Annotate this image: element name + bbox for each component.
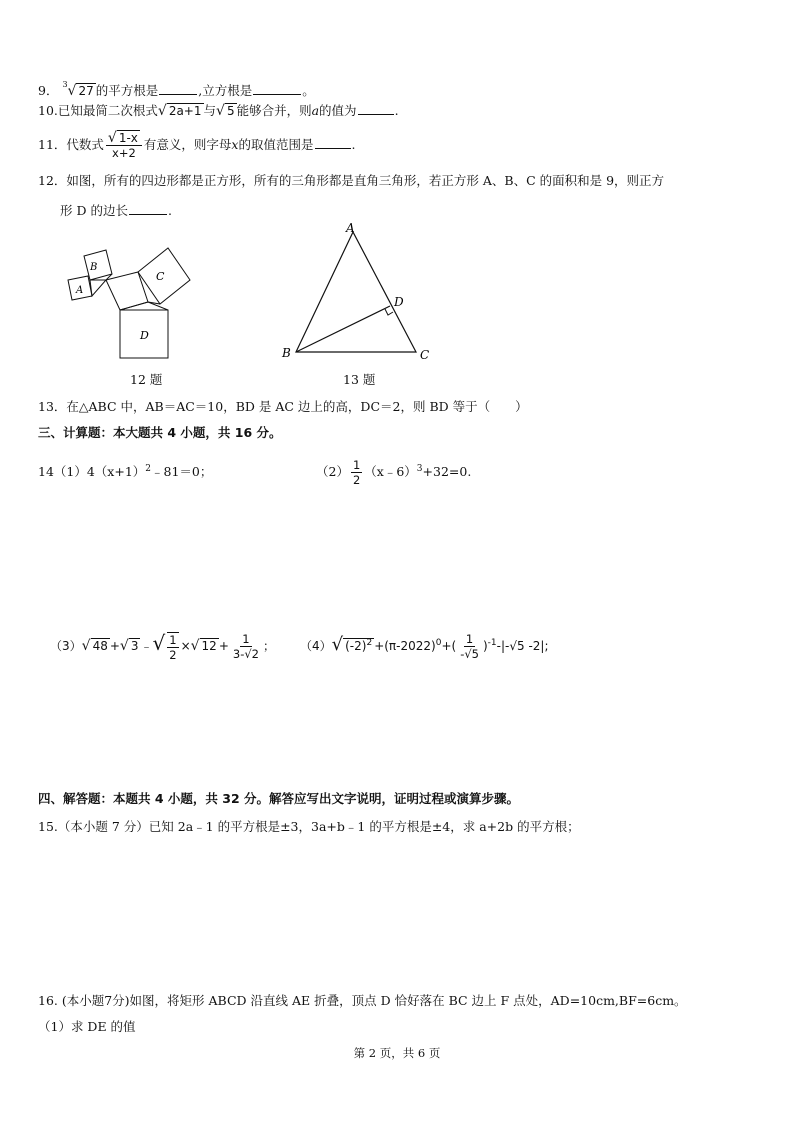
- label-c: C: [420, 348, 430, 362]
- answer-blank[interactable]: [253, 80, 301, 95]
- q14-p2-end: +32=0.: [422, 464, 472, 480]
- operator: +: [109, 639, 120, 653]
- section-3-title: 三、计算题：本大题共 4 小题，共 16 分。: [38, 425, 282, 440]
- operator: ×: [180, 639, 191, 653]
- question-16-line-2: （1）求 DE 的值: [38, 1019, 136, 1034]
- q12-end: .: [167, 203, 172, 218]
- answer-blank[interactable]: [129, 200, 167, 215]
- q9-radicand: 27: [78, 84, 94, 98]
- question-12-line-2: [60, 200, 172, 220]
- radical-sign: √: [81, 638, 91, 654]
- label-a: A: [76, 285, 84, 296]
- answer-blank[interactable]: [315, 134, 351, 149]
- radicand-base: (-2): [345, 639, 367, 653]
- radical-sign: √: [107, 130, 117, 146]
- question-10: [38, 100, 399, 120]
- q12-text: 形 D 的边长: [60, 203, 128, 218]
- denominator: 2: [352, 473, 361, 488]
- question-14-part-4: [300, 624, 549, 665]
- q14-p1-exponent: 2: [145, 464, 152, 474]
- denominator: 2: [169, 647, 177, 662]
- fraction: [231, 632, 261, 661]
- exponent: 0: [435, 638, 442, 648]
- q10-text-3: 能够合并，则: [236, 103, 312, 118]
- numerator: 1: [465, 632, 474, 646]
- q14-p2-fraction: [351, 458, 362, 487]
- triangle-abc: [296, 232, 416, 352]
- right-angle-mark: [385, 309, 393, 315]
- radical-sign: √: [331, 634, 344, 655]
- q14-p1-text: 14（1）4（x+1）: [38, 464, 146, 480]
- figure-13-caption: 13 题: [343, 372, 376, 387]
- q10-text-1: 10.已知最简二次根式: [38, 103, 158, 118]
- fraction: [167, 632, 178, 662]
- radical-sign: √: [119, 638, 129, 654]
- question-12-line-1: 12．如图，所有的四边形都是正方形，所有的三角形都是直角三角形，若正方形 A、B、C 的面积和是 9，则正方: [38, 173, 665, 188]
- q11-variable: x: [231, 137, 239, 152]
- q14-p3-end: ；: [263, 639, 276, 653]
- label-d: D: [140, 329, 149, 342]
- q14-p1-end: ﹣81＝0；: [151, 464, 213, 480]
- denominator: 3-√2: [232, 647, 260, 661]
- q10-variable: a: [311, 103, 320, 118]
- q14-p4-paren-close: ): [482, 639, 488, 653]
- altitude-bd: [296, 306, 390, 352]
- q9-text-1: 的平方根是: [95, 83, 159, 98]
- q9-text-2: ,立方根是: [198, 83, 253, 98]
- q14-p4-label: （4）: [300, 639, 332, 653]
- radicand: 12: [201, 639, 217, 653]
- figure-12-squares: [60, 240, 200, 365]
- radical-sign: √: [67, 83, 77, 99]
- q14-p2-exponent: 3: [416, 464, 423, 474]
- q14-p2-text: （x﹣6）: [364, 464, 417, 480]
- question-16-line-1: 16. (本小题7分)如图，将矩形 ABCD 沿直线 AE 折叠，顶点 D 恰好落在 BC 边上 F 点处，AD=10cm,BF=6cm。: [38, 993, 687, 1008]
- q10-text-2: 与: [203, 103, 217, 118]
- q10-text-4: 的值为: [319, 103, 357, 118]
- question-9: [38, 76, 315, 100]
- label-c: C: [156, 270, 165, 283]
- q9-root-index: 3: [62, 80, 68, 89]
- figure-13-triangle: [278, 220, 438, 365]
- q11-text-3: 的取值范围是: [238, 137, 314, 152]
- section-4-title: 四、解答题：本题共 4 小题，共 32 分。解答应写出文字说明，证明过程或演算步骤。: [38, 791, 520, 806]
- exponent: -1: [487, 638, 497, 648]
- radical-sign: √: [152, 631, 166, 655]
- question-14-part-3: [50, 624, 275, 665]
- radical-sign: √: [190, 638, 200, 654]
- q11-text-4: .: [351, 137, 356, 152]
- numerator: 1: [242, 632, 250, 646]
- q11-fraction: [106, 131, 142, 160]
- q14-p4-paren-open: +(: [441, 639, 457, 653]
- figure-12-caption: 12 题: [130, 372, 163, 387]
- question-13: 13．在△ABC 中，AB＝AC＝10，BD 是 AC 边上的高，DC＝2，则 BD 等于（ ）: [38, 399, 528, 414]
- radical-sign: √: [157, 103, 167, 119]
- q10-text-5: .: [394, 103, 399, 118]
- q9-number: 9．: [38, 83, 59, 98]
- q11-text-2: 有意义，则字母: [143, 137, 232, 152]
- radicand: 3: [130, 639, 139, 653]
- operator: ﹣: [140, 639, 153, 653]
- small-triangle: [90, 280, 106, 296]
- q14-p4-end: -|-√5 -2|;: [496, 639, 549, 653]
- radicand: 48: [92, 639, 108, 653]
- q14-p4-term: +(π-2022): [374, 639, 436, 653]
- q14-p3-label: （3）: [50, 639, 82, 653]
- label-d: D: [394, 295, 404, 309]
- answer-blank[interactable]: [159, 80, 197, 95]
- fraction: [458, 632, 481, 661]
- exponent: 2: [366, 638, 373, 648]
- q10-radicand-2: 5: [226, 104, 235, 118]
- label-b: B: [90, 262, 98, 273]
- q10-radicand-1: 2a+1: [168, 104, 202, 118]
- q11-numerator: 1-x: [118, 131, 138, 145]
- operator: +: [218, 639, 229, 653]
- page-footer: 第 2 页，共 6 页: [353, 1046, 441, 1060]
- radicand: [343, 638, 374, 653]
- numerator: 1: [169, 632, 177, 647]
- radical-sign: √: [216, 103, 225, 119]
- answer-blank[interactable]: [358, 100, 394, 115]
- label-a: A: [346, 221, 355, 235]
- q14-p2-label: （2）: [316, 464, 349, 480]
- q9-text-3: 。: [302, 83, 315, 98]
- label-b: B: [282, 346, 291, 360]
- question-15: 15.（本小题 7 分）已知 2a﹣1 的平方根是±3，3a+b﹣1 的平方根是±4，求 a+2b 的平方根；: [38, 819, 580, 834]
- denominator: -√5: [460, 647, 479, 661]
- numerator: 1: [352, 458, 361, 473]
- question-14-part-1: [38, 460, 212, 481]
- q11-denominator: x+2: [112, 146, 136, 160]
- question-11: [38, 128, 355, 162]
- q11-text-1: 11．代数式: [38, 137, 104, 152]
- question-14-part-2: [316, 452, 471, 489]
